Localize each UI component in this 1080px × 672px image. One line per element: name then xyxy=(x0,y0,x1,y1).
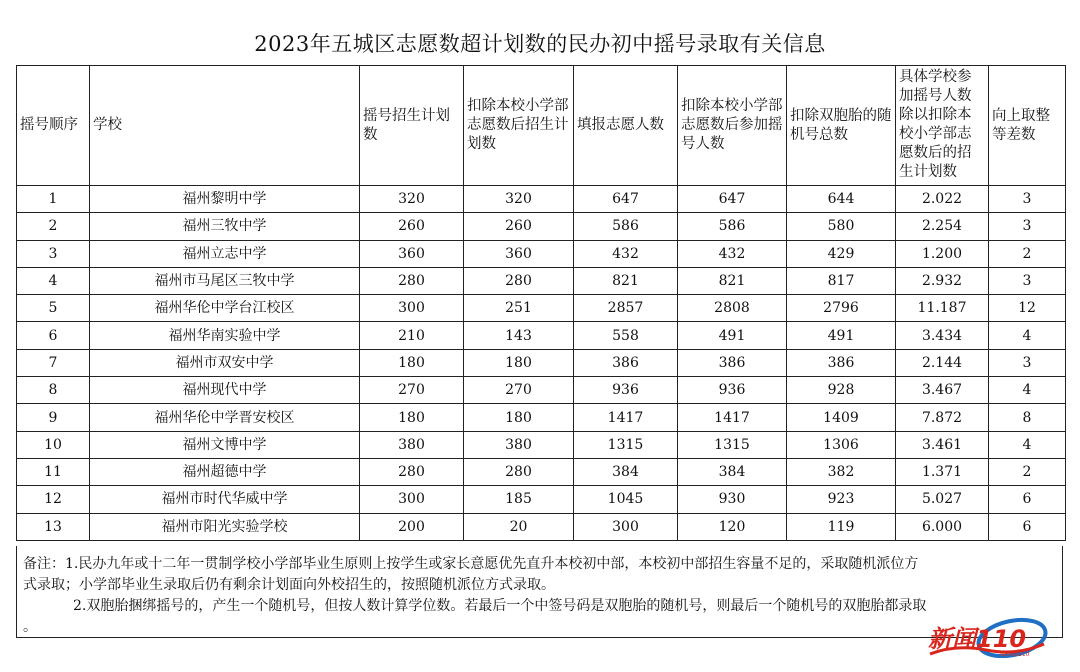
cell-ratio: 3.461 xyxy=(896,431,989,458)
table-row xyxy=(17,458,1066,485)
cell-plan-after-deduction: 143 xyxy=(464,322,574,349)
header-plan-after-deduction: 扣除本校小学部志愿数后招生计划数 xyxy=(464,66,574,186)
cell-plan-after-deduction: 280 xyxy=(464,267,574,294)
cell-plan-after-deduction: 380 xyxy=(464,431,574,458)
cell-applicants: 384 xyxy=(574,458,678,485)
cell-order: 12 xyxy=(17,486,90,513)
cell-random-numbers: 923 xyxy=(787,486,896,513)
cell-step: 6 xyxy=(989,486,1066,513)
cell-school: 福州市双安中学 xyxy=(90,349,360,376)
cell-applicants: 1417 xyxy=(574,404,678,431)
cell-plan-after-deduction: 251 xyxy=(464,295,574,322)
cell-applicants: 586 xyxy=(574,213,678,240)
cell-plan: 270 xyxy=(360,377,464,404)
table-row xyxy=(17,322,1066,349)
table-body xyxy=(17,186,1066,541)
cell-school: 福州超德中学 xyxy=(90,458,360,485)
cell-ratio: 2.022 xyxy=(896,186,989,213)
cell-plan: 180 xyxy=(360,404,464,431)
cell-random-numbers: 1409 xyxy=(787,404,896,431)
cell-ratio: 5.027 xyxy=(896,486,989,513)
cell-plan-after-deduction: 185 xyxy=(464,486,574,513)
cell-random-numbers: 429 xyxy=(787,240,896,267)
cell-school: 福州华伦中学晋安校区 xyxy=(90,404,360,431)
cell-order: 3 xyxy=(17,240,90,267)
cell-order: 13 xyxy=(17,513,90,540)
cell-ratio: 2.144 xyxy=(896,349,989,376)
cell-lottery-participants: 2808 xyxy=(678,295,787,322)
cell-step: 4 xyxy=(989,377,1066,404)
cell-step: 4 xyxy=(989,322,1066,349)
cell-school: 福州市阳光实验学校 xyxy=(90,513,360,540)
cell-plan: 320 xyxy=(360,186,464,213)
table-row xyxy=(17,404,1066,431)
header-applicants: 填报志愿人数 xyxy=(574,66,678,186)
cell-random-numbers: 382 xyxy=(787,458,896,485)
cell-random-numbers: 644 xyxy=(787,186,896,213)
cell-ratio: 11.187 xyxy=(896,295,989,322)
note-line-1: 备注：1.民办九年或十二年一贯制学校小学部毕业生原则上按学生或家长意愿优先直升本校初中部，本校初中部招生容量不足的，采取随机派位方 xyxy=(23,556,919,572)
cell-applicants: 1045 xyxy=(574,486,678,513)
cell-applicants: 821 xyxy=(574,267,678,294)
cell-ratio: 3.434 xyxy=(896,322,989,349)
cell-plan-after-deduction: 180 xyxy=(464,349,574,376)
cell-plan: 300 xyxy=(360,295,464,322)
cell-lottery-participants: 386 xyxy=(678,349,787,376)
news110-watermark-logo xyxy=(926,614,1048,658)
admission-table xyxy=(16,65,1066,541)
notes-box xyxy=(16,546,1063,638)
cell-applicants: 432 xyxy=(574,240,678,267)
header-row xyxy=(17,66,1066,186)
cell-step: 3 xyxy=(989,267,1066,294)
cell-order: 2 xyxy=(17,213,90,240)
header-order: 摇号顺序 xyxy=(17,66,90,186)
cell-plan: 180 xyxy=(360,349,464,376)
cell-order: 5 xyxy=(17,295,90,322)
cell-school: 福州现代中学 xyxy=(90,377,360,404)
cell-order: 8 xyxy=(17,377,90,404)
header-school: 学校 xyxy=(90,66,360,186)
cell-lottery-participants: 930 xyxy=(678,486,787,513)
watermark-subtext: NEWS110 xyxy=(1000,651,1030,658)
cell-random-numbers: 580 xyxy=(787,213,896,240)
cell-lottery-participants: 432 xyxy=(678,240,787,267)
cell-applicants: 647 xyxy=(574,186,678,213)
cell-random-numbers: 817 xyxy=(787,267,896,294)
cell-plan-after-deduction: 360 xyxy=(464,240,574,267)
table-row xyxy=(17,213,1066,240)
cell-school: 福州华南实验中学 xyxy=(90,322,360,349)
cell-plan: 280 xyxy=(360,267,464,294)
cell-random-numbers: 119 xyxy=(787,513,896,540)
cell-order: 7 xyxy=(17,349,90,376)
table-row xyxy=(17,377,1066,404)
cell-lottery-participants: 821 xyxy=(678,267,787,294)
table-row xyxy=(17,240,1066,267)
cell-order: 1 xyxy=(17,186,90,213)
cell-order: 11 xyxy=(17,458,90,485)
cell-step: 3 xyxy=(989,186,1066,213)
header-ratio: 具体学校参加摇号人数除以扣除本校小学部志愿数后的招生计划数 xyxy=(896,66,989,186)
cell-applicants: 386 xyxy=(574,349,678,376)
note-line-3: 2.双胞胎捆绑摇号的，产生一个随机号，但按人数计算学位数。若最后一个中签号码是双胞胎的随机号，则最后一个随机号的双胞胎都录取 xyxy=(73,598,927,614)
cell-order: 9 xyxy=(17,404,90,431)
cell-plan: 380 xyxy=(360,431,464,458)
cell-applicants: 936 xyxy=(574,377,678,404)
cell-plan-after-deduction: 320 xyxy=(464,186,574,213)
cell-plan: 360 xyxy=(360,240,464,267)
cell-step: 4 xyxy=(989,431,1066,458)
cell-ratio: 7.872 xyxy=(896,404,989,431)
cell-plan: 200 xyxy=(360,513,464,540)
cell-order: 6 xyxy=(17,322,90,349)
cell-plan: 280 xyxy=(360,458,464,485)
cell-random-numbers: 2796 xyxy=(787,295,896,322)
cell-order: 10 xyxy=(17,431,90,458)
table-row xyxy=(17,431,1066,458)
cell-applicants: 2857 xyxy=(574,295,678,322)
header-random-numbers: 扣除双胞胎的随机号总数 xyxy=(787,66,896,186)
cell-step: 6 xyxy=(989,513,1066,540)
cell-order: 4 xyxy=(17,267,90,294)
cell-step: 2 xyxy=(989,240,1066,267)
cell-applicants: 300 xyxy=(574,513,678,540)
header-lottery-participants: 扣除本校小学部志愿数后参加摇号人数 xyxy=(678,66,787,186)
cell-plan-after-deduction: 270 xyxy=(464,377,574,404)
cell-random-numbers: 1306 xyxy=(787,431,896,458)
cell-plan: 260 xyxy=(360,213,464,240)
cell-ratio: 6.000 xyxy=(896,513,989,540)
table-row xyxy=(17,513,1066,540)
cell-ratio: 2.254 xyxy=(896,213,989,240)
cell-random-numbers: 928 xyxy=(787,377,896,404)
table-row xyxy=(17,349,1066,376)
cell-step: 2 xyxy=(989,458,1066,485)
cell-random-numbers: 491 xyxy=(787,322,896,349)
header-step: 向上取整等差数 xyxy=(989,66,1066,186)
cell-lottery-participants: 1417 xyxy=(678,404,787,431)
cell-step: 3 xyxy=(989,349,1066,376)
cell-ratio: 3.467 xyxy=(896,377,989,404)
note-line-4: 。 xyxy=(23,619,37,635)
cell-plan-after-deduction: 20 xyxy=(464,513,574,540)
cell-lottery-participants: 647 xyxy=(678,186,787,213)
cell-plan-after-deduction: 260 xyxy=(464,213,574,240)
cell-school: 福州立志中学 xyxy=(90,240,360,267)
cell-lottery-participants: 586 xyxy=(678,213,787,240)
table-row xyxy=(17,267,1066,294)
table-row xyxy=(17,186,1066,213)
page-title: 2023年五城区志愿数超计划数的民办初中摇号录取有关信息 xyxy=(254,32,826,56)
watermark-text: 新闻110 xyxy=(928,625,1027,653)
cell-plan: 300 xyxy=(360,486,464,513)
cell-step: 12 xyxy=(989,295,1066,322)
cell-school: 福州三牧中学 xyxy=(90,213,360,240)
cell-school: 福州文博中学 xyxy=(90,431,360,458)
cell-plan: 210 xyxy=(360,322,464,349)
cell-lottery-participants: 120 xyxy=(678,513,787,540)
cell-school: 福州市马尾区三牧中学 xyxy=(90,267,360,294)
cell-school: 福州华伦中学台江校区 xyxy=(90,295,360,322)
cell-school: 福州黎明中学 xyxy=(90,186,360,213)
cell-lottery-participants: 491 xyxy=(678,322,787,349)
note-line-2: 式录取；小学部毕业生录取后仍有剩余计划面向外校招生的，按照随机派位方式录取。 xyxy=(23,577,555,593)
header-plan: 摇号招生计划数 xyxy=(360,66,464,186)
cell-applicants: 558 xyxy=(574,322,678,349)
cell-step: 8 xyxy=(989,404,1066,431)
cell-step: 3 xyxy=(989,213,1066,240)
table-row xyxy=(17,486,1066,513)
cell-lottery-participants: 1315 xyxy=(678,431,787,458)
cell-applicants: 1315 xyxy=(574,431,678,458)
cell-ratio: 1.371 xyxy=(896,458,989,485)
cell-lottery-participants: 384 xyxy=(678,458,787,485)
cell-plan-after-deduction: 180 xyxy=(464,404,574,431)
cell-ratio: 2.932 xyxy=(896,267,989,294)
cell-lottery-participants: 936 xyxy=(678,377,787,404)
table-row xyxy=(17,295,1066,322)
cell-plan-after-deduction: 280 xyxy=(464,458,574,485)
cell-school: 福州市时代华威中学 xyxy=(90,486,360,513)
cell-ratio: 1.200 xyxy=(896,240,989,267)
cell-random-numbers: 386 xyxy=(787,349,896,376)
